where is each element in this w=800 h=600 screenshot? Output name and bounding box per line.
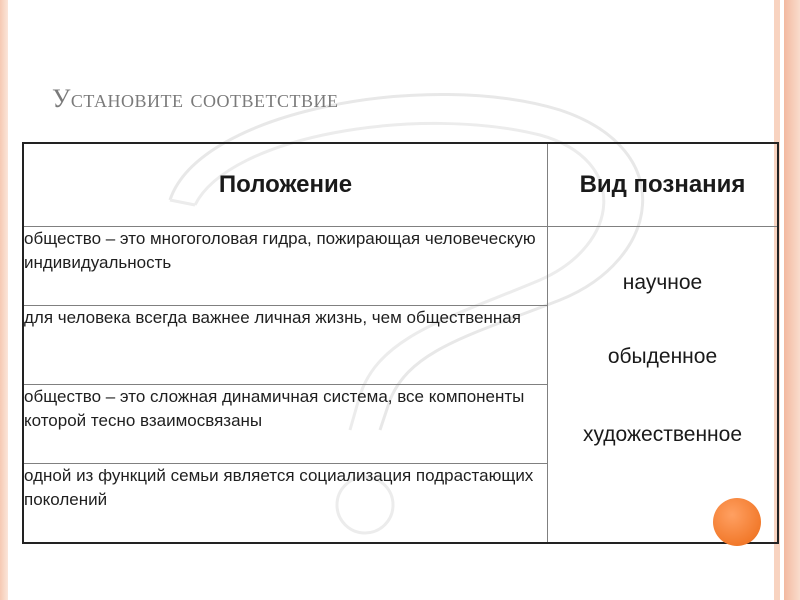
knowledge-type-artistic: художественное [583, 423, 742, 446]
orange-circle-icon [713, 498, 761, 546]
matching-table [22, 142, 779, 544]
left-border-decoration [0, 0, 8, 600]
knowledge-type-scientific: научное [622, 271, 703, 294]
header-knowledge-type: Вид познания [548, 143, 779, 227]
header-statement: Положение [23, 143, 548, 227]
statement-cell: для человека всегда важнее личная жизнь, чем общественная [23, 306, 548, 385]
knowledge-types-cell [548, 227, 779, 544]
knowledge-type-everyday: обыденное [607, 345, 718, 368]
statement-cell: общество – это сложная динамичная система, все компоненты которой тесно взаимосвязаны [23, 385, 548, 464]
table-header-row [23, 143, 778, 227]
right-border-decoration [784, 0, 800, 600]
statement-cell: одной из функций семьи является социализация подрастающих поколений [23, 464, 548, 544]
slide-title: Установите соответствие [52, 84, 339, 113]
statement-cell: общество – это многоголовая гидра, пожирающая человеческую индивидуальность [23, 227, 548, 306]
table-row [23, 227, 778, 306]
